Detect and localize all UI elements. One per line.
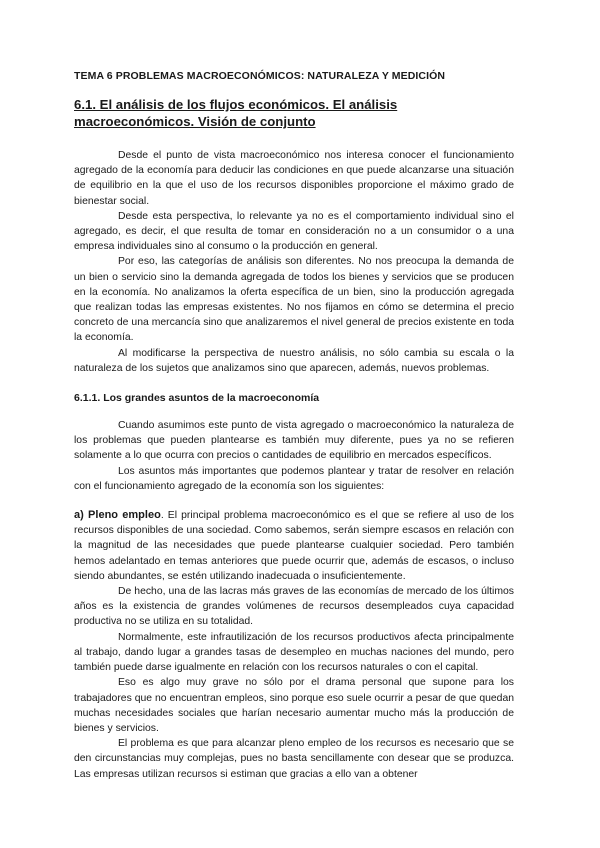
subsection-heading: 6.1.1. Los grandes asuntos de la macroeconomía — [74, 392, 320, 405]
document-title: TEMA 6 PROBLEMAS MACROECONÓMICOS: NATURALEZA Y MEDICIÓN — [74, 70, 446, 82]
subsection-paragraph-2: Los asuntos más importantes que podemos plantear y tratar de resolver en relación con el funcionamiento agregado de la economía son los siguientes: — [74, 465, 514, 492]
item-a-lead: a) Pleno empleo — [74, 509, 161, 522]
intro-paragraph-3: Por eso, las categorías de análisis son diferentes. No nos preocupa la demanda de un bien o servicio sino la demanda agregada de todos los bienes y servicios que se producen en la economía. No analizamos la oferta específica de un bien, sino la producción agregada que realizan todas las empresas existentes. No nos fijamos en cómo se determina el precio concreto de una mercancía sino que analizaremos el nivel general de precios existente en toda la economía. — [74, 256, 514, 344]
intro-paragraph-4: Al modificarse la perspectiva de nuestro análisis, no sólo cambia su escala o la naturaleza de los sujetos que analizamos sino que aparecen, además, nuevos problemas. — [74, 347, 514, 374]
item-a-paragraph-3: Normalmente, este infrautilización de los recursos productivos afecta principalmente al trabajo, dando lugar a grandes tasas de desempleo en muchas naciones del mundo, pero también puede darse igualmente en relación con los recursos naturales o con el capital. — [74, 631, 514, 674]
item-a-paragraph-5: El problema es que para alcanzar pleno empleo de los recursos es necesario que se den circunstancias muy complejas, pues no basta sencillamente con desear que se produzca. Las empresas utilizan recursos si estiman que gracias a ello van a obtener — [74, 738, 514, 780]
item-a-text: . El principal problema macroeconómico es el que se refiere al uso de los recursos disponibles de una sociedad. Como sabemos, serán siempre escasos en relación con la magnitud de las necesidades que puede plantearse cualquier sociedad. Pero también hemos adelantado en temas anteriores que puede ocurrir que, además de escasos, o incluso siendo abundantes, se estén utilizando inadecuada o insuficientemente. — [74, 510, 515, 582]
item-a-paragraph — [74, 508, 514, 584]
section-heading: 6.1. El análisis de los flujos económicos. El análisis macroeconómicos. Visión de conjunto — [74, 97, 398, 129]
item-a-paragraph-2: De hecho, una de las lacras más graves de las economías de mercado de los últimos años es la existencia de grandes volúmenes de recursos desempleados cuya capacidad productiva no se utiliza en su totalidad. — [74, 586, 514, 628]
intro-paragraph-2: Desde esta perspectiva, lo relevante ya no es el comportamiento individual sino el agregado, es decir, el que resulta de tomar en consideración no a un consumidor o a una empresa individuales sino al consumo o la producción en general. — [74, 210, 514, 253]
subsection-paragraph-1: Cuando asumimos este punto de vista agregado o macroeconómico la naturaleza de los problemas que pueden plantearse es también muy diferente, pues ya no se refieren solamente a lo que ocurra con precios o cantidades de equilibrio en mercados específicos. — [74, 420, 514, 462]
intro-paragraph-1: Desde el punto de vista macroeconómico nos interesa conocer el funcionamiento agregado de la economía para deducir las condiciones en que puede alcanzarse una situación de equilibrio en la que el uso de los recursos disponibles proporcione el máximo grado de bienestar social. — [74, 150, 514, 207]
item-a-paragraph-4: Eso es algo muy grave no sólo por el drama personal que supone para los trabajadores que no encuentran empleos, sino porque eso suele ocurrir a pesar de que quedan muchas necesidades sociales que harían necesario aumentar mucho más la producción de bienes y servicios. — [74, 677, 514, 734]
